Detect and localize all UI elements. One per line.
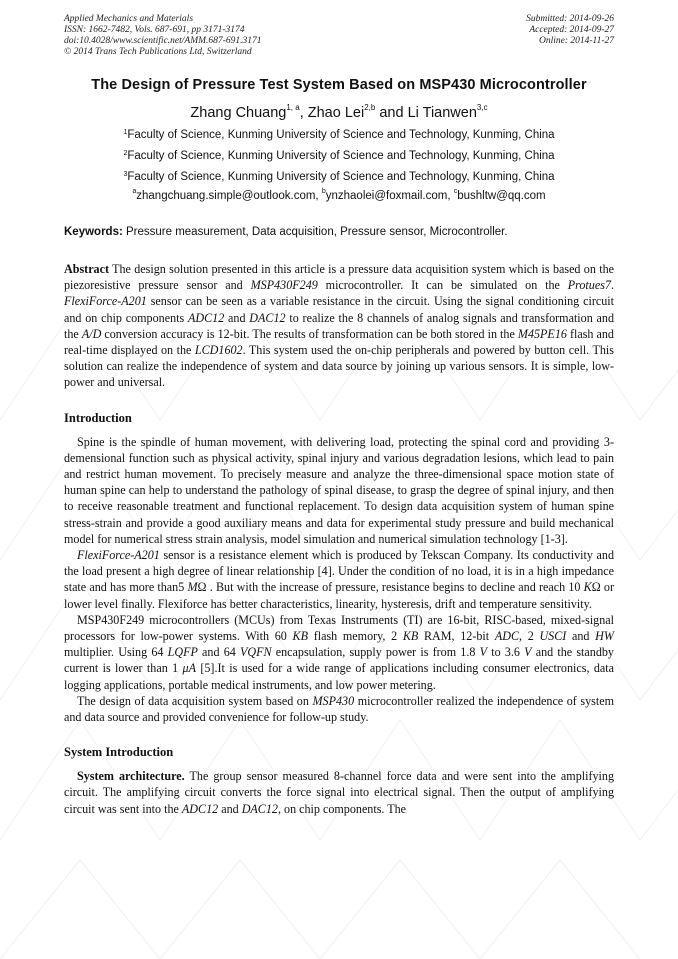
affiliation <box>64 149 614 163</box>
author-separator: and <box>375 105 408 121</box>
italic-run: V <box>479 645 488 660</box>
text-run: and <box>218 801 242 816</box>
text-run: and <box>566 629 596 644</box>
text-run: The design of data acquisition system based on <box>77 693 313 708</box>
text-run: to realize the 8 channels of analog signals and transformation and the <box>64 310 615 341</box>
text-run: and <box>224 310 250 325</box>
text-run: and the standby current is lower than 1 <box>64 645 614 676</box>
affiliation-marker: 2 <box>123 150 128 157</box>
keywords <box>64 226 614 238</box>
italic-run: V <box>524 645 532 660</box>
author-emails <box>64 190 614 202</box>
abstract-text <box>64 262 614 389</box>
email-marker: a <box>132 188 137 195</box>
italic-run: MSP430F249 <box>250 278 318 293</box>
paragraph <box>64 768 614 817</box>
author-superscript: 3,c <box>476 103 488 112</box>
affiliation-text: Faculty of Science, Kunming University of Science and Technology, Kunming, China <box>127 129 555 141</box>
author-separator: , <box>299 105 308 121</box>
italic-run: ADC12 <box>181 801 219 816</box>
submission-dates <box>526 14 614 58</box>
text-run: encapsulation, supply power is from 1.8 <box>271 645 480 660</box>
paragraph <box>64 547 614 612</box>
text-run: Ω or lower level finally. Flexiforce has better characteristics, linearity, hysteresis, drift and temperature sensitivity. <box>64 580 614 611</box>
accepted-date: Accepted: 2014-09-27 <box>529 25 614 35</box>
text-run: . <box>610 278 614 293</box>
email-marker: b <box>321 188 326 195</box>
journal-copyright: © 2014 Trans Tech Publications Ltd, Switzerland <box>64 47 252 57</box>
italic-run: FlexiForce-A201 <box>77 548 160 563</box>
journal-info <box>64 14 261 58</box>
abstract <box>64 261 614 391</box>
paragraph <box>64 612 614 693</box>
italic-run: DAC12 <box>249 310 286 325</box>
affiliation <box>64 170 614 184</box>
italic-run: MSP430 <box>312 693 355 708</box>
affiliation-marker: 3 <box>123 171 128 178</box>
submitted-date: Submitted: 2014-09-26 <box>526 14 614 24</box>
text-run: microcontroller realized the independence of system and data source and provided convenience for follow-up study. <box>64 693 614 725</box>
text-run: to 3.6 <box>487 645 525 660</box>
italic-run: USCI <box>539 629 567 644</box>
text-run: , on chip components. The <box>277 801 407 816</box>
author-name: Li Tianwen <box>407 105 477 121</box>
email-link[interactable]: bushltw@qq.com <box>457 190 546 202</box>
email-link[interactable]: ynzhaolei@foxmail.com, <box>325 190 454 202</box>
text-run: , 2 <box>519 629 540 644</box>
text-run: RAM, 12-bit <box>418 629 495 644</box>
system-introduction-body <box>64 768 614 817</box>
email-marker: c <box>453 188 458 195</box>
italic-run: Protues7 <box>567 278 611 293</box>
italic-run: M <box>187 580 198 595</box>
text-run: sensor is a resistance element which is produced by Tekscan Company. Its conductivity and the load present a high degree of linear relationship [4]. Under the condition of no load, it is in a high impedance state and has more than5 <box>64 548 614 595</box>
author-superscript: 2,b <box>364 103 376 112</box>
text-run: [5].It is used for a wide range of applications including consumer electronics, data logging applications, portable medical instruments, and low power metering. <box>64 661 614 692</box>
paragraph <box>64 693 614 725</box>
keywords-label: Keywords: <box>64 226 123 238</box>
journal-name: Applied Mechanics and Materials <box>64 14 194 24</box>
text-run: MSP430F249 microcontrollers (MCUs) from Texas Instruments (TI) are 16-bit, RISC-based, mixed-signal processors for low-power systems. With 60 <box>64 612 614 644</box>
paper-page <box>64 14 614 817</box>
affiliation-text: Faculty of Science, Kunming University of Science and Technology, Kunming, China <box>127 171 555 183</box>
text-run: flash and real-time displayed on the <box>64 326 614 358</box>
journal-header <box>64 14 614 58</box>
abstract-label: Abstract <box>64 262 110 276</box>
italic-run: LQFP <box>167 645 198 660</box>
author-list <box>64 105 614 121</box>
author-name: Zhao Lei <box>307 105 365 121</box>
text-run: . This system used the on-chip peripherals and powered by button cell. This solution can realize the independence of system and data source by joining up various sensors. It is simple, low-power and universal. <box>64 343 614 390</box>
text-run: sensor can be seen as a variable resistance in the circuit. Using the signal conditioning circuit and on chip components <box>64 294 614 325</box>
bold-run: System architecture. <box>77 769 185 784</box>
paragraph <box>64 434 614 547</box>
affiliation-text: Faculty of Science, Kunming University of Science and Technology, Kunming, China <box>127 150 555 162</box>
section-heading-introduction: Introduction <box>64 410 132 425</box>
keywords-text: Pressure measurement, Data acquisition, Pressure sensor, Microcontroller. <box>122 226 508 238</box>
text-run: Spine is the spindle of human movement, with delivering load, protecting the spinal cord and providing 3-demensional function such as physical activity, spinal injury and various degradation lesions, which lead to pain and restrict human movement. To precisely measure and analyze the three-dimensional space motion state of human spine can help to understand the pathology of spinal disease, to grasp the degree of spinal injury, and then to receive reasonable treatment and functional replacement. To design data acquisition system of human spine stress-strain and provide a good auxiliary means and data for experimental study pressure and build mechanical model for numerical stress strain analysis, model simulation and numerical simulation technology [1-3]. <box>64 434 614 546</box>
email-link[interactable]: zhangchuang.simple@outlook.com, <box>136 190 322 202</box>
italic-run: μA <box>182 661 196 676</box>
text-run: The design solution presented in this article is a pressure data acquisition system which is based on the piezoresistive pressure sensor and <box>64 262 614 293</box>
italic-run: ADC <box>494 629 520 644</box>
italic-run: A/D <box>81 326 102 341</box>
paper-title: The Design of Pressure Test System Based on MSP430 Microcontroller <box>91 77 587 93</box>
author-superscript: 1, a <box>286 103 300 112</box>
affiliation-marker: 1 <box>123 129 128 136</box>
italic-run: KB <box>292 629 309 644</box>
italic-run: LCD1602 <box>194 343 243 358</box>
italic-run: M45PE16 <box>517 326 567 341</box>
italic-run: HW <box>595 629 614 644</box>
section-heading-system-introduction: System Introduction <box>64 745 174 760</box>
author-name: Zhang Chuang <box>190 105 287 121</box>
introduction-body <box>64 434 614 726</box>
journal-doi: doi:10.4028/www.scientific.net/AMM.687-691.3171 <box>64 36 262 46</box>
affiliation <box>64 128 614 142</box>
text-run: multiplier. Using 64 <box>64 645 168 660</box>
italic-run: ADC12 <box>187 310 225 325</box>
italic-run: KB <box>402 629 419 644</box>
text-run: flash memory, 2 <box>308 629 403 644</box>
italic-run: FlexiForce-A201 <box>64 294 147 309</box>
text-run: The group sensor measured 8-channel force data and were sent into the amplifying circuit. The amplifying circuit converts the force signal into electrical signal. Then the output of amplifying circuit was sent into the <box>64 769 614 816</box>
italic-run: K <box>583 580 592 595</box>
text-run: microcontroller. It can be simulated on the <box>317 278 568 293</box>
journal-issn: ISSN: 1662-7482, Vols. 687-691, pp 3171-3174 <box>64 25 245 35</box>
italic-run: DAC12 <box>241 801 278 816</box>
text-run: conversion accuracy is 12-bit. The results of transformation can be both stored in the <box>101 326 518 341</box>
online-date: Online: 2014-11-27 <box>538 36 614 46</box>
text-run: and 64 <box>197 645 240 660</box>
text-run: Ω . But with the increase of pressure, resistance begins to decline and reach 10 <box>197 580 584 595</box>
italic-run: VQFN <box>240 645 272 660</box>
